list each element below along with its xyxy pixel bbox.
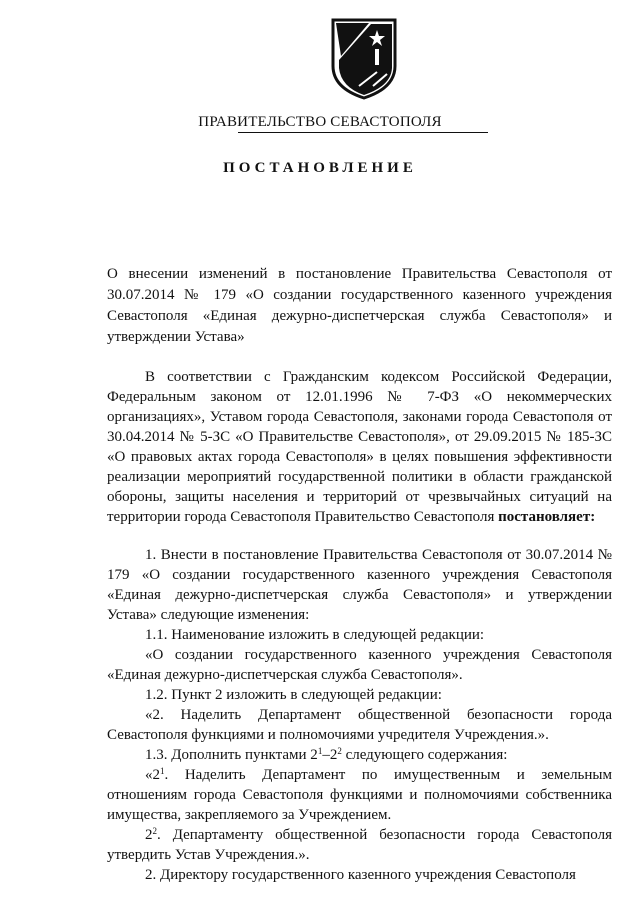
preamble — [107, 367, 612, 527]
clause-2-2-text-a: 2 — [145, 827, 153, 843]
article-1: 1. Внести в постановление Правительства Севастополя от 30.07.2014 № 179 «О создании государственного казенного учреждения Севастополя «Единая дежурно-диспетчерская служба Севастополя» и утверждении Устава» следующие изменения: — [107, 547, 612, 623]
clause-2-1-text-b: . Наделить Департамент по имущественным и земельным отношениям города Севастополя функциями и полномочиями собственника имущества, закрепляемого за Учреждением. — [107, 767, 612, 823]
header-organization: ПРАВИТЕЛЬСТВО СЕВАСТОПОЛЯ — [198, 114, 442, 130]
preamble-paragraph — [107, 367, 612, 527]
article-1-1-text: «О создании государственного казенного учреждения Севастополя «Единая дежурно-диспетчерская служба Севастополя». — [107, 647, 612, 683]
document-title: О внесении изменений в постановление Правительства Севастополя от 30.07.2014 № 179 «О создании государственного казенного учреждения Севастополя «Единая дежурно-диспетчерская служба Севастополя» и утверждении Устава» — [107, 266, 612, 345]
clause-2-2 — [107, 825, 612, 865]
document-type: ПОСТАНОВЛЕНИЕ — [223, 160, 417, 176]
preamble-text: В соответствии с Гражданским кодексом Российской Федерации, Федеральным законом от 12.01.1996 № 7-ФЗ «О некоммерческих организациях», Уставом города Севастополя, законами города Севастополя от 30.04.2014 № 5-ЗС «О Правительстве Севастополя», от 29.09.2015 № 185-ЗС «О правовых актах города Севастополя» в целях повышения эффективности реализации мероприятий государственной политики в области гражданской обороны, защиты населения и территорий от чрезвычайных ситуаций на территории города Севастополя Правительство Севастополя — [107, 369, 612, 525]
superscript: 1 — [160, 766, 165, 776]
article-1-3-text-c: следующего содержания: — [341, 747, 508, 763]
article-1-1: 1.1. Наименование изложить в следующей редакции: — [145, 627, 485, 643]
article-1-3-text-a: 1.3. Дополнить пунктами 2 — [145, 747, 318, 763]
clause-2-1-text-a: «2 — [145, 767, 160, 783]
header-divider — [238, 132, 488, 133]
sevastopol-coat-of-arms — [329, 16, 399, 100]
superscript: 1 — [317, 746, 323, 756]
article-1-3-text-b: –2 — [322, 747, 338, 763]
superscript: 2 — [152, 826, 157, 836]
superscript: 2 — [337, 746, 342, 756]
article-1-2-text: «2. Наделить Департамент общественной безопасности города Севастополя функциями и полномочиями учредителя Учреждения.». — [107, 707, 612, 743]
article-2: 2. Директору государственного казенного учреждения Севастополя — [145, 867, 576, 883]
article-1-2: 1.2. Пункт 2 изложить в следующей редакции: — [145, 687, 442, 703]
clause-2-2-text-b: . Департаменту общественной безопасности города Севастополя утвердить Устав Учреждения.». — [107, 827, 612, 863]
clause-2-1 — [107, 765, 612, 825]
article-1-3 — [107, 745, 612, 765]
decree-word: постановляет: — [498, 509, 596, 525]
articles — [107, 545, 612, 885]
